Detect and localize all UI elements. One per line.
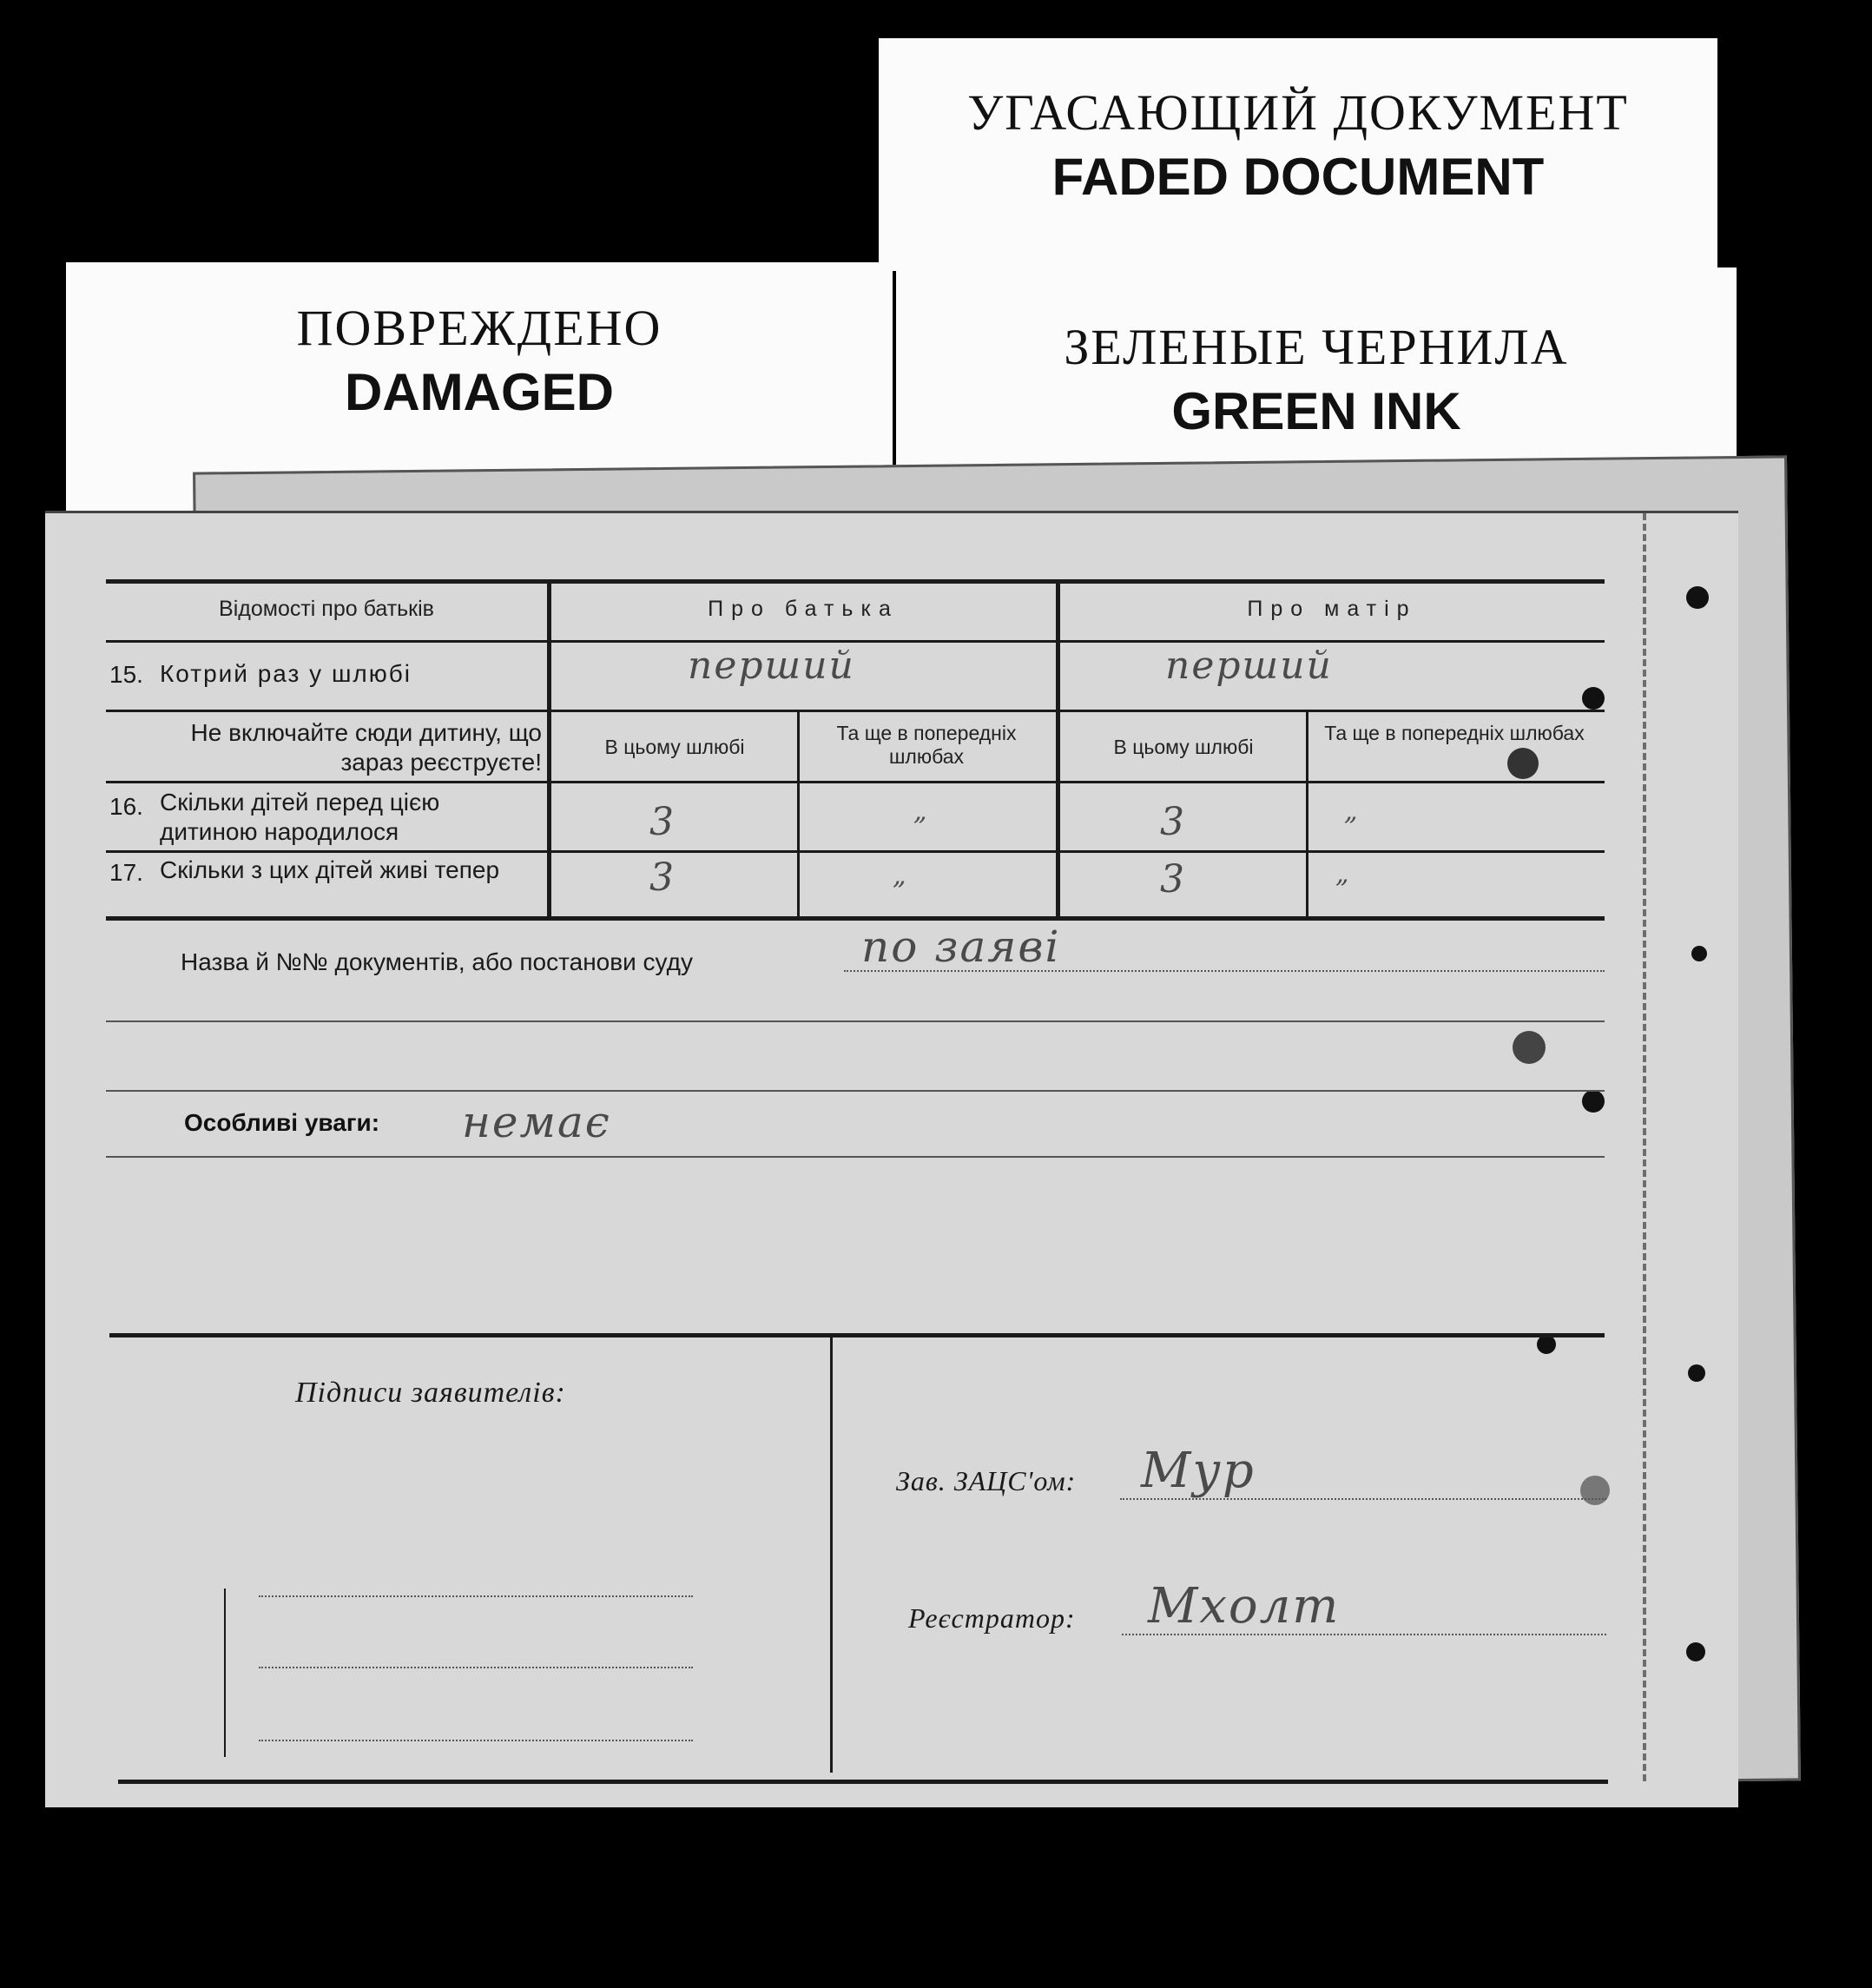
flag-faded-latin: FADED DOCUMENT: [1051, 148, 1545, 206]
remarks-line: [106, 1156, 1605, 1158]
registry-head-line: [1120, 1498, 1606, 1500]
applicants-signature-line: [259, 1667, 693, 1668]
applicants-signature-line: [259, 1595, 693, 1597]
row15-father-value: перший: [688, 644, 855, 688]
row17-father-prev-value: „: [893, 861, 908, 891]
documents-continuation-line: [106, 1090, 1605, 1092]
signatures-bottom-rule: [118, 1780, 1608, 1784]
note-label: Не включайте сюди дитину, що зараз реєструєте!: [190, 719, 542, 776]
flag-damaged-cyrillic: ПОВРЕЖДЕНО: [296, 300, 662, 356]
flag-faded-cyrillic: УГАСАЮЩИЙ ДОКУМЕНТ: [967, 84, 1629, 141]
documents-continuation-line: [106, 1020, 1605, 1022]
table-subheader-rule: [549, 781, 1605, 783]
row16-label: Скільки дітей перед цією дитиною народилося: [160, 789, 440, 845]
applicants-box-edge: [224, 1588, 226, 1757]
row15-mother-value: перший: [1165, 644, 1333, 688]
binder-hole: [1686, 1642, 1705, 1661]
remarks-value: немає: [462, 1097, 611, 1147]
flag-green-ink: [896, 267, 1737, 472]
row17-mother-prev-value: „: [1335, 859, 1351, 889]
row16-mother-this-value: 3: [1160, 800, 1186, 844]
table-subcolumn-divider: [797, 710, 800, 918]
flag-damaged-latin: DAMAGED: [345, 363, 614, 421]
signatures-top-rule: [109, 1333, 1605, 1337]
table-column-divider: [547, 579, 551, 918]
header-about-mother: Про матір: [1247, 597, 1417, 621]
table-subcolumn-divider: [1306, 710, 1308, 918]
registrar-label: Реєстратор:: [908, 1602, 1076, 1634]
registry-head-signature: Мур: [1141, 1443, 1256, 1499]
row17-mother-this-value: 3: [1160, 857, 1186, 902]
documents-value: по заяві: [861, 921, 1061, 972]
subheader-mother-previous: Та ще в попередніх шлюбах: [1324, 722, 1585, 744]
registrar-line: [1122, 1634, 1606, 1635]
registrar-signature: Мхолт: [1148, 1578, 1341, 1635]
applicants-signatures-label: Підписи заявителів:: [295, 1377, 566, 1409]
table-row-rule: [106, 781, 549, 783]
row16-father-this-value: 3: [649, 800, 676, 844]
applicants-signature-line: [259, 1740, 693, 1741]
binder-hole: [1507, 748, 1539, 779]
flag-green-latin: GREEN INK: [1171, 382, 1461, 440]
binder-hole: [1691, 946, 1707, 961]
binder-hole: [1688, 1364, 1705, 1382]
subheader-father-this-marriage: В цьому шлюбі: [604, 736, 745, 758]
perforation-line: [1643, 513, 1646, 1781]
table-column-divider: [1056, 579, 1060, 918]
binder-hole: [1582, 1090, 1605, 1113]
signatures-divider: [830, 1333, 833, 1773]
header-about-father: Про батька: [708, 597, 899, 621]
registry-head-label: Зав. ЗАЦС'ом:: [896, 1465, 1077, 1496]
table-row-rule: [106, 710, 1605, 712]
row15-label: Котрий раз у шлюбі: [160, 660, 412, 687]
flag-green-cyrillic: ЗЕЛЕНЫЕ ЧЕРНИЛА: [1064, 319, 1569, 375]
table-header-rule: [106, 640, 1605, 643]
binder-hole: [1580, 1476, 1610, 1505]
binder-hole: [1686, 586, 1709, 609]
header-parents-info: Відомості про батьків: [219, 597, 434, 621]
table-top-rule: [106, 579, 1605, 584]
row16-father-prev-value: „: [913, 796, 929, 827]
binder-hole: [1513, 1031, 1546, 1064]
remarks-label: Особливі уваги:: [184, 1109, 380, 1136]
binder-hole: [1537, 1335, 1556, 1354]
table-row-rule: [106, 850, 1605, 853]
flag-faded-document: [879, 38, 1717, 271]
row17-number: 17.: [109, 859, 143, 886]
row15-number: 15.: [109, 661, 143, 688]
documents-label: Назва й №№ документів, або постанови суду: [181, 948, 693, 975]
subheader-mother-this-marriage: В цьому шлюбі: [1113, 736, 1254, 758]
binder-hole: [1582, 687, 1605, 710]
row17-label: Скільки з цих дітей живі тепер: [160, 856, 500, 883]
row16-mother-prev-value: „: [1344, 796, 1360, 827]
row17-father-this-value: 3: [649, 855, 676, 900]
table-bottom-rule: [106, 916, 1605, 921]
subheader-father-previous: Та ще в попередніх шлюбах: [836, 722, 1017, 768]
registration-form-sheet: [45, 511, 1738, 1807]
row16-number: 16.: [109, 793, 143, 820]
